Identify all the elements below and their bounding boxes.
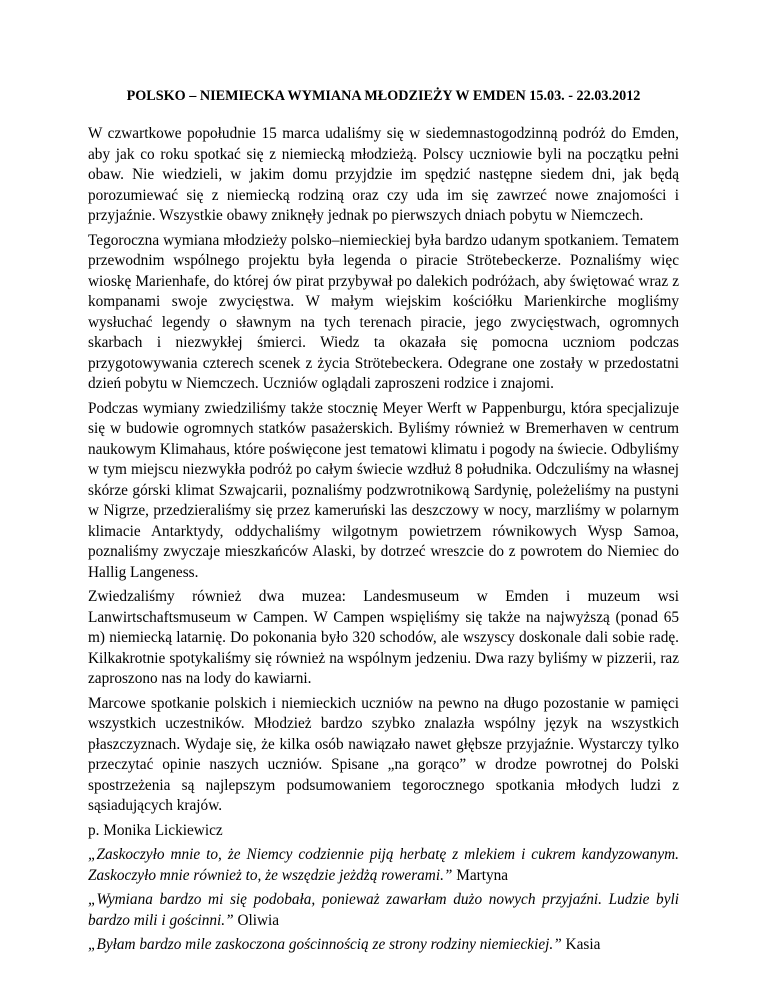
paragraph-project: Tegoroczna wymiana młodzieży polsko–niemieckiej była bardzo udanym spotkaniem. Tematem przewodnim wspólnego projektu była legenda o piracie Strötebeckerze. Poznaliśmy więc wioskę Marienhafe, do której ów pirat przybywał po dalekich podróżach, aby świętować wraz z kompanami swoje zwycięstwa. W małym wiejskim kościółku Marienkirche mogliśmy wysłuchać legendy o sławnym na tych terenach piracie, jego zwycięstwach, ogromnych skarbach i niezwykłej śmierci. Wiedz ta okazała się pomocna uczniom podczas przygotowywania czterech scenek z życia Strötebeckera. Odegrane one zostały w przedostatni dzień pobytu w Niemczech. Uczniów oglądali zaproszeni rodzice i znajomi. <box>88 231 679 392</box>
quote-text: „Zaskoczyło mnie to, że Niemcy codziennie piją herbatę z mlekiem i cukrem kandyzowanym. Zaskoczyło mnie również to, że wszędzie jeżdżą rowerami.” <box>88 846 679 884</box>
author-signature: p. Monika Lickiewicz <box>88 821 223 839</box>
quote-author: Kasia <box>565 936 601 953</box>
paragraph-museums: Zwiedzaliśmy również dwa muzea: Landesmuseum w Emden i muzeum wsi Lanwirtschaftsmuseum w Campen. W Campen wspięliśmy się także na najwyższą (ponad 65 m) niemiecką latarnię. Do pokonania było 320 schodów, ale wszyscy doskonale dali sobie radę. Kilkakrotnie spotykaliśmy się również na wspólnym jedzeniu. Dwa razy byliśmy w pizzerii, raz zaproszono nas na lody do kawiarni. <box>88 588 679 687</box>
quote-author: Martyna <box>456 866 509 884</box>
quote-text: „Wymiana bardzo mi się podobała, ponieważ zawarłam dużo nowych przyjaźni. Ludzie byli bardzo mili i gościnni.” <box>88 891 679 929</box>
paragraph-arrival: W czwartkowe popołudnie 15 marca udaliśmy się w siedemnastogodzinną podróż do Emden, aby jak co roku spotkać się z niemiecką młodzieżą. Polscy uczniowie byli na początku pełni obaw. Nie wiedzieli, w jakim domu przyjdzie im spędzić następne siedem dni, jak będą porozumiewać się z niemiecką rodziną oraz czy uda im się zawrzeć nowe znajomości i przyjaźnie. Wszystkie obawy zniknęły jednak po pierwszych dniach pobytu w Niemczech. <box>88 125 679 224</box>
document-title: POLSKO – NIEMIECKA WYMIANA MŁODZIEŻY W EMDEN 15.03. - 22.03.2012 <box>126 88 641 104</box>
student-quote <box>88 935 679 956</box>
paragraph-summary: Marcowe spotkanie polskich i niemieckich uczniów na pewno na długo pozostanie w pamięci wszystkich uczestników. Młodzież bardzo szybko znalazła wspólny język na wszystkich płaszczyznach. Wydaje się, że kilka osób nawiązało nawet głębsze przyjaźnie. Wystarczy tylko przeczytać opinie naszych uczniów. Spisane „na gorąco” w drodze powrotnej do Polski spostrzeżenia są najlepszym podsumowaniem tegorocznego spotkania młodych ludzi z sąsiadujących krajów. <box>88 694 679 814</box>
document-page <box>88 86 679 960</box>
student-quote <box>88 845 679 886</box>
student-quote <box>88 890 679 931</box>
quote-author: Oliwia <box>237 911 280 929</box>
quote-text: „Byłam bardzo mile zaskoczona gościnnością ze strony rodziny niemieckiej.” <box>88 936 562 953</box>
paragraph-trips: Podczas wymiany zwiedziliśmy także stocznię Meyer Werft w Pappenburgu, która specjalizuje się w budowie ogromnych statków pasażerskich. Byliśmy również w Bremerhaven w centrum naukowym Klimahaus, które poświęcone jest tematowi klimatu i pogody na świecie. Odbyliśmy w tym miejscu niezwykła podróż po całym świecie wzdłuż 8 południka. Odczuliśmy na własnej skórze górski klimat Szwajcarii, poznaliśmy podzwrotnikową Sardynię, poleżeliśmy na pustyni w Nigrze, przedzieraliśmy się przez kameruński las deszczowy w nocy, marzliśmy w polarnym klimacie Antarktydy, oddychaliśmy wilgotnym powietrzem równikowych Wysp Samoa, poznaliśmy zwyczaje mieszkańców Alaski, by dotrzeć wreszcie do z powrotem do Niemiec do Hallig Langeness. <box>88 399 679 581</box>
